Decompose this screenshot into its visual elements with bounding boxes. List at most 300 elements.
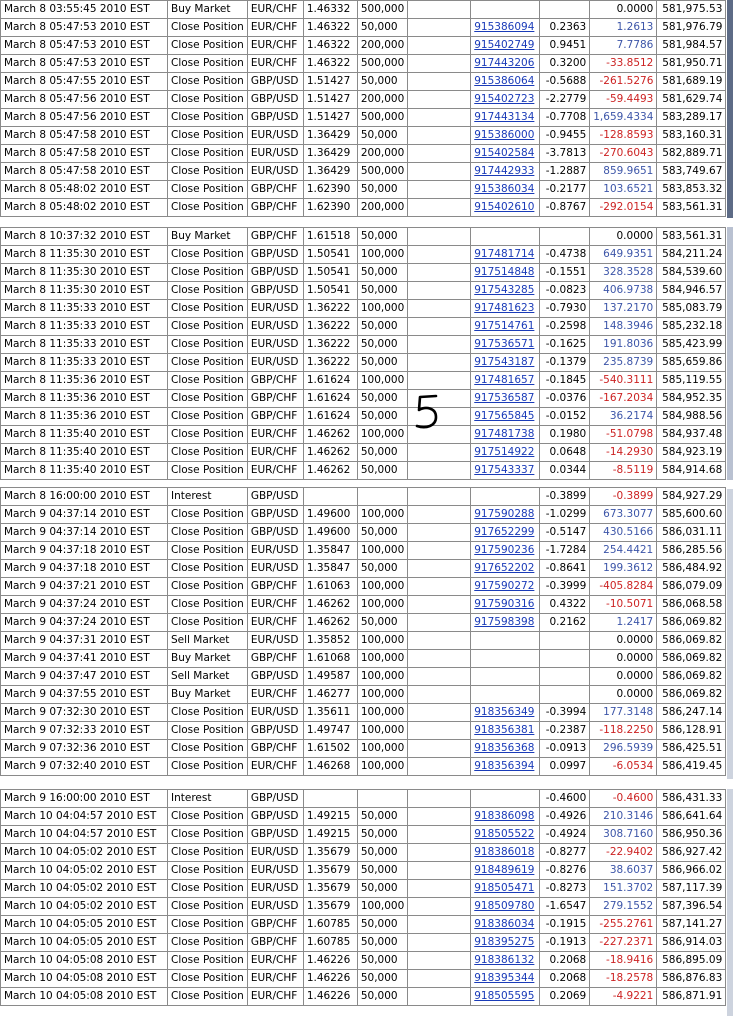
date-cell: March 9 04:37:31 2010 EST bbox=[1, 632, 168, 650]
action-cell: Close Position bbox=[168, 596, 248, 614]
symbol-cell: EUR/USD bbox=[247, 560, 303, 578]
date-cell: March 8 11:35:30 2010 EST bbox=[1, 246, 168, 264]
ticket-link[interactable]: 917481623 bbox=[474, 302, 535, 314]
ticket-link[interactable]: 917536571 bbox=[474, 338, 535, 350]
empty-cell bbox=[408, 916, 471, 934]
ticket-link[interactable]: 917481738 bbox=[474, 428, 535, 440]
swap-cell bbox=[540, 650, 590, 668]
profit-loss-cell: 38.6037 bbox=[590, 862, 657, 880]
ticket-link bbox=[471, 390, 540, 408]
profit-loss-cell: -18.9416 bbox=[590, 952, 657, 970]
swap-cell: -0.8273 bbox=[540, 880, 590, 898]
profit-loss-cell: 0.0000 bbox=[590, 650, 657, 668]
action-cell: Interest bbox=[168, 790, 248, 808]
date-cell: March 8 05:48:02 2010 EST bbox=[1, 199, 168, 217]
symbol-cell: GBP/USD bbox=[247, 246, 303, 264]
symbol-cell: EUR/USD bbox=[247, 704, 303, 722]
amount-cell: 100,000 bbox=[357, 898, 407, 916]
table-row bbox=[1, 462, 726, 480]
swap-cell: -2.2779 bbox=[540, 91, 590, 109]
balance-cell: 586,431.33 bbox=[657, 790, 726, 808]
action-cell: Close Position bbox=[168, 844, 248, 862]
action-cell: Close Position bbox=[168, 444, 248, 462]
ticket-link bbox=[471, 163, 540, 181]
balance-cell: 586,641.64 bbox=[657, 808, 726, 826]
balance-cell: 583,561.31 bbox=[657, 199, 726, 217]
price-cell: 1.46262 bbox=[303, 444, 357, 462]
swap-cell: -0.9455 bbox=[540, 127, 590, 145]
action-cell: Close Position bbox=[168, 524, 248, 542]
price-cell: 1.49215 bbox=[303, 826, 357, 844]
swap-cell: -0.4924 bbox=[540, 826, 590, 844]
profit-loss-cell: -405.8284 bbox=[590, 578, 657, 596]
symbol-cell: EUR/CHF bbox=[247, 426, 303, 444]
ticket-link[interactable]: 918505595 bbox=[474, 990, 535, 1002]
swap-cell: -0.7930 bbox=[540, 300, 590, 318]
empty-cell bbox=[408, 336, 471, 354]
ticket-link[interactable]: 917514848 bbox=[474, 266, 535, 278]
symbol-cell: GBP/CHF bbox=[247, 650, 303, 668]
price-cell: 1.50541 bbox=[303, 246, 357, 264]
transaction-table-block-2 bbox=[0, 227, 726, 480]
date-cell: March 8 05:47:56 2010 EST bbox=[1, 91, 168, 109]
ticket-link[interactable]: 918356368 bbox=[474, 742, 535, 754]
price-cell: 1.62390 bbox=[303, 181, 357, 199]
price-cell: 1.46268 bbox=[303, 758, 357, 776]
symbol-cell: EUR/CHF bbox=[247, 596, 303, 614]
ticket-link bbox=[471, 127, 540, 145]
swap-cell: 0.2069 bbox=[540, 988, 590, 1006]
ticket-link bbox=[471, 246, 540, 264]
ticket-link[interactable]: 917443206 bbox=[474, 57, 535, 69]
ticket-link[interactable]: 917543285 bbox=[474, 284, 535, 296]
ticket-link[interactable]: 917481714 bbox=[474, 248, 535, 260]
ticket-link[interactable]: 915386034 bbox=[474, 183, 535, 195]
table-row bbox=[1, 596, 726, 614]
empty-cell bbox=[408, 524, 471, 542]
ticket-link[interactable]: 918395344 bbox=[474, 972, 535, 984]
date-cell: March 10 04:05:08 2010 EST bbox=[1, 970, 168, 988]
profit-loss-cell: 0.0000 bbox=[590, 228, 657, 246]
profit-loss-cell: -255.2761 bbox=[590, 916, 657, 934]
price-cell: 1.46322 bbox=[303, 55, 357, 73]
empty-cell bbox=[408, 790, 471, 808]
ticket-link[interactable]: 915386094 bbox=[474, 21, 535, 33]
symbol-cell: EUR/USD bbox=[247, 880, 303, 898]
ticket-link bbox=[471, 524, 540, 542]
table-row bbox=[1, 163, 726, 181]
table-row bbox=[1, 354, 726, 372]
ticket-link[interactable]: 918356381 bbox=[474, 724, 535, 736]
amount-cell: 50,000 bbox=[357, 127, 407, 145]
ticket-link[interactable]: 918489619 bbox=[474, 864, 535, 876]
action-cell: Close Position bbox=[168, 506, 248, 524]
price-cell: 1.46277 bbox=[303, 686, 357, 704]
ticket-link[interactable]: 917590236 bbox=[474, 544, 535, 556]
profit-loss-cell: -0.4600 bbox=[590, 790, 657, 808]
ticket-link[interactable]: 917514761 bbox=[474, 320, 535, 332]
ticket-link[interactable]: 915386064 bbox=[474, 75, 535, 87]
balance-cell: 584,946.57 bbox=[657, 282, 726, 300]
empty-cell bbox=[408, 560, 471, 578]
action-cell: Close Position bbox=[168, 19, 248, 37]
table-row bbox=[1, 916, 726, 934]
amount-cell: 50,000 bbox=[357, 228, 407, 246]
profit-loss-cell: -10.5071 bbox=[590, 596, 657, 614]
price-cell: 1.50541 bbox=[303, 264, 357, 282]
action-cell: Close Position bbox=[168, 390, 248, 408]
amount-cell: 500,000 bbox=[357, 163, 407, 181]
empty-cell bbox=[408, 444, 471, 462]
action-cell: Close Position bbox=[168, 740, 248, 758]
ticket-link[interactable]: 918509780 bbox=[474, 900, 535, 912]
price-cell: 1.62390 bbox=[303, 199, 357, 217]
profit-loss-cell: -0.3899 bbox=[590, 488, 657, 506]
ticket-link bbox=[471, 668, 540, 686]
ticket-link[interactable]: 917543187 bbox=[474, 356, 535, 368]
table-row bbox=[1, 524, 726, 542]
profit-loss-cell: 0.0000 bbox=[590, 1, 657, 19]
table-row bbox=[1, 300, 726, 318]
price-cell: 1.51427 bbox=[303, 91, 357, 109]
price-cell: 1.35847 bbox=[303, 560, 357, 578]
ticket-link[interactable]: 918356349 bbox=[474, 706, 535, 718]
swap-cell: 0.3200 bbox=[540, 55, 590, 73]
symbol-cell: GBP/CHF bbox=[247, 372, 303, 390]
swap-cell: 0.0997 bbox=[540, 758, 590, 776]
ticket-link[interactable]: 917536587 bbox=[474, 392, 535, 404]
swap-cell: -0.1625 bbox=[540, 336, 590, 354]
balance-cell: 583,853.32 bbox=[657, 181, 726, 199]
swap-cell: -0.5688 bbox=[540, 73, 590, 91]
price-cell: 1.36222 bbox=[303, 300, 357, 318]
swap-cell: -1.6547 bbox=[540, 898, 590, 916]
swap-cell: -0.4738 bbox=[540, 246, 590, 264]
ticket-link[interactable]: 917590316 bbox=[474, 598, 535, 610]
ticket-link[interactable]: 917543337 bbox=[474, 464, 535, 476]
amount-cell: 50,000 bbox=[357, 916, 407, 934]
price-cell: 1.46226 bbox=[303, 970, 357, 988]
balance-cell: 581,629.74 bbox=[657, 91, 726, 109]
balance-cell: 586,927.42 bbox=[657, 844, 726, 862]
profit-loss-cell: -128.8593 bbox=[590, 127, 657, 145]
ticket-link[interactable]: 915386000 bbox=[474, 129, 535, 141]
symbol-cell: EUR/CHF bbox=[247, 614, 303, 632]
date-cell: March 8 03:55:45 2010 EST bbox=[1, 1, 168, 19]
ticket-link[interactable]: 917590272 bbox=[474, 580, 535, 592]
ticket-link[interactable]: 915402584 bbox=[474, 147, 535, 159]
table-row bbox=[1, 650, 726, 668]
symbol-cell: GBP/USD bbox=[247, 264, 303, 282]
balance-cell: 586,914.03 bbox=[657, 934, 726, 952]
balance-cell: 584,937.48 bbox=[657, 426, 726, 444]
empty-cell bbox=[408, 372, 471, 390]
date-cell: March 8 05:48:02 2010 EST bbox=[1, 181, 168, 199]
date-cell: March 8 05:47:53 2010 EST bbox=[1, 37, 168, 55]
ticket-link bbox=[471, 704, 540, 722]
ticket-link[interactable]: 918386034 bbox=[474, 918, 535, 930]
amount-cell: 50,000 bbox=[357, 844, 407, 862]
profit-loss-cell: 430.5166 bbox=[590, 524, 657, 542]
swap-cell: 0.4322 bbox=[540, 596, 590, 614]
table-row bbox=[1, 542, 726, 560]
scroll-band bbox=[727, 789, 733, 1016]
table-row bbox=[1, 988, 726, 1006]
price-cell: 1.36222 bbox=[303, 354, 357, 372]
ticket-link bbox=[471, 55, 540, 73]
date-cell: March 9 04:37:47 2010 EST bbox=[1, 668, 168, 686]
ticket-link[interactable]: 917481657 bbox=[474, 374, 535, 386]
date-cell: March 8 05:47:56 2010 EST bbox=[1, 109, 168, 127]
ticket-link[interactable]: 918386018 bbox=[474, 846, 535, 858]
swap-cell: -1.0299 bbox=[540, 506, 590, 524]
action-cell: Close Position bbox=[168, 372, 248, 390]
ticket-link[interactable]: 918505522 bbox=[474, 828, 535, 840]
amount-cell: 200,000 bbox=[357, 37, 407, 55]
table-row bbox=[1, 145, 726, 163]
ticket-link bbox=[471, 408, 540, 426]
ticket-link bbox=[471, 970, 540, 988]
ticket-link[interactable]: 917598398 bbox=[474, 616, 535, 628]
price-cell: 1.35679 bbox=[303, 862, 357, 880]
ticket-link[interactable]: 917590288 bbox=[474, 508, 535, 520]
date-cell: March 8 11:35:40 2010 EST bbox=[1, 426, 168, 444]
swap-cell: -0.0913 bbox=[540, 740, 590, 758]
empty-cell bbox=[408, 181, 471, 199]
swap-cell: -0.8276 bbox=[540, 862, 590, 880]
empty-cell bbox=[408, 55, 471, 73]
price-cell: 1.49600 bbox=[303, 506, 357, 524]
profit-loss-cell: -4.9221 bbox=[590, 988, 657, 1006]
action-cell: Close Position bbox=[168, 336, 248, 354]
action-cell: Buy Market bbox=[168, 1, 248, 19]
table-row bbox=[1, 862, 726, 880]
ticket-link[interactable]: 918386132 bbox=[474, 954, 535, 966]
balance-cell: 583,289.17 bbox=[657, 109, 726, 127]
amount-cell: 50,000 bbox=[357, 19, 407, 37]
ticket-link[interactable]: 917442933 bbox=[474, 165, 535, 177]
symbol-cell: GBP/USD bbox=[247, 790, 303, 808]
date-cell: March 9 07:32:30 2010 EST bbox=[1, 704, 168, 722]
amount-cell: 50,000 bbox=[357, 390, 407, 408]
symbol-cell: EUR/USD bbox=[247, 354, 303, 372]
table-row bbox=[1, 318, 726, 336]
ticket-link[interactable]: 918505471 bbox=[474, 882, 535, 894]
table-row bbox=[1, 228, 726, 246]
table-row bbox=[1, 1, 726, 19]
table-row bbox=[1, 808, 726, 826]
balance-cell: 586,069.82 bbox=[657, 650, 726, 668]
price-cell: 1.35611 bbox=[303, 704, 357, 722]
ticket-link[interactable]: 917514922 bbox=[474, 446, 535, 458]
empty-cell bbox=[408, 228, 471, 246]
balance-cell: 586,069.82 bbox=[657, 632, 726, 650]
empty-cell bbox=[408, 354, 471, 372]
profit-loss-cell: 151.3702 bbox=[590, 880, 657, 898]
ticket-link[interactable]: 917565845 bbox=[474, 410, 535, 422]
action-cell: Close Position bbox=[168, 578, 248, 596]
balance-cell: 581,984.57 bbox=[657, 37, 726, 55]
empty-cell bbox=[408, 1, 471, 19]
ticket-link bbox=[471, 844, 540, 862]
price-cell: 1.60785 bbox=[303, 916, 357, 934]
balance-cell: 587,141.27 bbox=[657, 916, 726, 934]
price-cell: 1.46262 bbox=[303, 426, 357, 444]
ticket-link[interactable]: 918395275 bbox=[474, 936, 535, 948]
table-row bbox=[1, 898, 726, 916]
swap-cell: -3.7813 bbox=[540, 145, 590, 163]
price-cell: 1.61624 bbox=[303, 408, 357, 426]
balance-cell: 586,876.83 bbox=[657, 970, 726, 988]
symbol-cell: EUR/CHF bbox=[247, 444, 303, 462]
date-cell: March 8 05:47:53 2010 EST bbox=[1, 19, 168, 37]
swap-cell: -0.1845 bbox=[540, 372, 590, 390]
ticket-link bbox=[471, 790, 540, 808]
table-row bbox=[1, 758, 726, 776]
price-cell: 1.49215 bbox=[303, 808, 357, 826]
empty-cell bbox=[408, 808, 471, 826]
profit-loss-cell: -261.5276 bbox=[590, 73, 657, 91]
ticket-link[interactable]: 917652299 bbox=[474, 526, 535, 538]
symbol-cell: GBP/USD bbox=[247, 282, 303, 300]
ticket-link bbox=[471, 282, 540, 300]
table-row bbox=[1, 19, 726, 37]
price-cell: 1.35852 bbox=[303, 632, 357, 650]
ticket-link[interactable]: 915402723 bbox=[474, 93, 535, 105]
ticket-link[interactable]: 915402749 bbox=[474, 39, 535, 51]
table-row bbox=[1, 844, 726, 862]
balance-cell: 586,128.91 bbox=[657, 722, 726, 740]
empty-cell bbox=[408, 488, 471, 506]
action-cell: Close Position bbox=[168, 264, 248, 282]
balance-cell: 584,927.29 bbox=[657, 488, 726, 506]
symbol-cell: EUR/USD bbox=[247, 127, 303, 145]
balance-cell: 586,069.82 bbox=[657, 614, 726, 632]
profit-loss-cell: -167.2034 bbox=[590, 390, 657, 408]
ticket-link bbox=[471, 1, 540, 19]
symbol-cell: GBP/USD bbox=[247, 73, 303, 91]
price-cell: 1.49600 bbox=[303, 524, 357, 542]
balance-cell: 585,423.99 bbox=[657, 336, 726, 354]
balance-cell: 583,160.31 bbox=[657, 127, 726, 145]
ticket-link[interactable]: 918356394 bbox=[474, 760, 535, 772]
date-cell: March 8 11:35:36 2010 EST bbox=[1, 390, 168, 408]
table-row bbox=[1, 970, 726, 988]
table-row bbox=[1, 37, 726, 55]
empty-cell bbox=[408, 898, 471, 916]
swap-cell: 0.0648 bbox=[540, 444, 590, 462]
ticket-link bbox=[471, 934, 540, 952]
ticket-link[interactable]: 917652202 bbox=[474, 562, 535, 574]
swap-cell: 0.9451 bbox=[540, 37, 590, 55]
symbol-cell: EUR/USD bbox=[247, 862, 303, 880]
table-row bbox=[1, 55, 726, 73]
swap-cell: -0.8767 bbox=[540, 199, 590, 217]
ticket-link bbox=[471, 614, 540, 632]
price-cell: 1.49747 bbox=[303, 722, 357, 740]
action-cell: Close Position bbox=[168, 758, 248, 776]
balance-cell: 585,119.55 bbox=[657, 372, 726, 390]
swap-cell: 0.2363 bbox=[540, 19, 590, 37]
profit-loss-cell: -18.2578 bbox=[590, 970, 657, 988]
date-cell: March 8 11:35:33 2010 EST bbox=[1, 336, 168, 354]
ticket-link[interactable]: 917443134 bbox=[474, 111, 535, 123]
ticket-link bbox=[471, 462, 540, 480]
table-row bbox=[1, 740, 726, 758]
symbol-cell: GBP/USD bbox=[247, 826, 303, 844]
date-cell: March 8 11:35:36 2010 EST bbox=[1, 372, 168, 390]
table-row bbox=[1, 614, 726, 632]
symbol-cell: EUR/USD bbox=[247, 632, 303, 650]
table-row bbox=[1, 934, 726, 952]
symbol-cell: EUR/CHF bbox=[247, 1, 303, 19]
empty-cell bbox=[408, 300, 471, 318]
amount-cell: 50,000 bbox=[357, 408, 407, 426]
symbol-cell: GBP/USD bbox=[247, 722, 303, 740]
ticket-link bbox=[471, 578, 540, 596]
date-cell: March 10 04:05:02 2010 EST bbox=[1, 862, 168, 880]
ticket-link bbox=[471, 426, 540, 444]
balance-cell: 586,069.82 bbox=[657, 668, 726, 686]
table-row bbox=[1, 632, 726, 650]
empty-cell bbox=[408, 970, 471, 988]
swap-cell: -0.3994 bbox=[540, 704, 590, 722]
amount-cell: 100,000 bbox=[357, 372, 407, 390]
price-cell: 1.46226 bbox=[303, 988, 357, 1006]
date-cell: March 10 04:04:57 2010 EST bbox=[1, 808, 168, 826]
ticket-link[interactable]: 918386098 bbox=[474, 810, 535, 822]
date-cell: March 9 04:37:18 2010 EST bbox=[1, 542, 168, 560]
price-cell: 1.61518 bbox=[303, 228, 357, 246]
ticket-link bbox=[471, 300, 540, 318]
symbol-cell: EUR/USD bbox=[247, 163, 303, 181]
price-cell: 1.46262 bbox=[303, 462, 357, 480]
amount-cell: 50,000 bbox=[357, 826, 407, 844]
ticket-link bbox=[471, 444, 540, 462]
profit-loss-cell: 103.6521 bbox=[590, 181, 657, 199]
profit-loss-cell: -33.8512 bbox=[590, 55, 657, 73]
empty-cell bbox=[408, 826, 471, 844]
swap-cell: -1.7284 bbox=[540, 542, 590, 560]
profit-loss-cell: -59.4493 bbox=[590, 91, 657, 109]
action-cell: Close Position bbox=[168, 91, 248, 109]
profit-loss-cell: 1,659.4334 bbox=[590, 109, 657, 127]
empty-cell bbox=[408, 37, 471, 55]
profit-loss-cell: -540.3111 bbox=[590, 372, 657, 390]
amount-cell: 100,000 bbox=[357, 596, 407, 614]
balance-cell: 583,561.31 bbox=[657, 228, 726, 246]
date-cell: March 10 04:05:02 2010 EST bbox=[1, 898, 168, 916]
swap-cell: -0.1551 bbox=[540, 264, 590, 282]
symbol-cell: EUR/USD bbox=[247, 898, 303, 916]
profit-loss-cell: 235.8739 bbox=[590, 354, 657, 372]
profit-loss-cell: -292.0154 bbox=[590, 199, 657, 217]
balance-cell: 585,083.79 bbox=[657, 300, 726, 318]
symbol-cell: EUR/USD bbox=[247, 318, 303, 336]
ticket-link[interactable]: 915402610 bbox=[474, 201, 535, 213]
table-row bbox=[1, 91, 726, 109]
symbol-cell: GBP/CHF bbox=[247, 408, 303, 426]
balance-cell: 581,689.19 bbox=[657, 73, 726, 91]
empty-cell bbox=[408, 462, 471, 480]
symbol-cell: EUR/CHF bbox=[247, 55, 303, 73]
amount-cell: 50,000 bbox=[357, 880, 407, 898]
empty-cell bbox=[408, 506, 471, 524]
ticket-link bbox=[471, 740, 540, 758]
action-cell: Close Position bbox=[168, 462, 248, 480]
table-row bbox=[1, 686, 726, 704]
empty-cell bbox=[408, 91, 471, 109]
